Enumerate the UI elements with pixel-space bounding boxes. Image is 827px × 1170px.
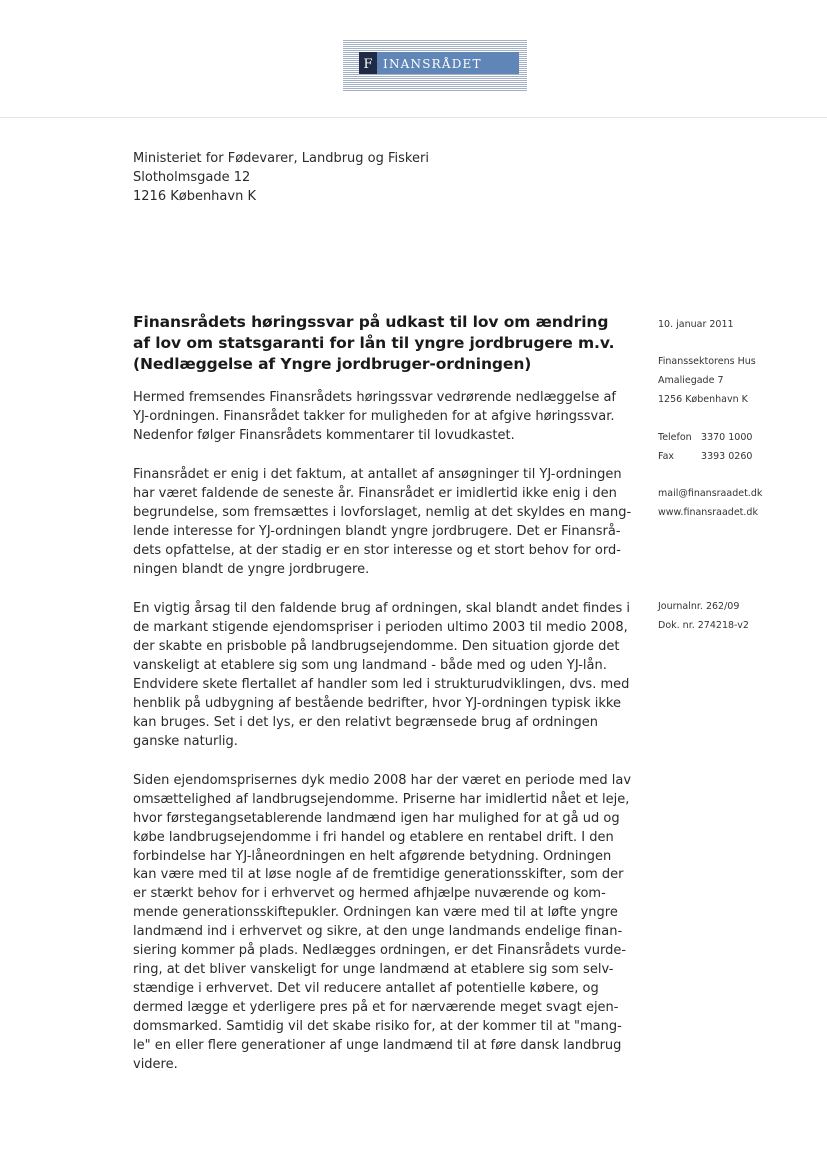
text-line: købe landbrugsejendomme i fri handel og etablere en rentabel drift. I den [133, 829, 614, 845]
finansraadet-logo [341, 36, 531, 100]
header-divider [0, 117, 827, 118]
sidebar-online-contact [658, 484, 762, 522]
fax-label: Fax [658, 451, 675, 462]
fax-number: 3393 0260 [701, 451, 753, 462]
text-line: domsmarked. Samtidig vil det skabe risiko for, at der kommer til at "mang- [133, 1018, 622, 1034]
text-line: der skabte en prisboble på landbrugsejendomme. Den situation gjorde det [133, 638, 620, 654]
paragraph-cause [133, 600, 631, 751]
title-line: Finansrådets høringssvar på udkast til lov om ændring [133, 313, 609, 331]
recipient-address [133, 149, 429, 206]
letter-body [133, 389, 632, 1095]
text-line: dets opfattelse, at der stadig er en stor interesse og et stort behov for ord- [133, 542, 621, 558]
text-line: Endvidere skete flertallet af handler som led i strukturudviklingen, dvs. med [133, 676, 630, 692]
text-line: Siden ejendomsprisernes dyk medio 2008 har der været en periode med lav [133, 772, 632, 788]
logo-wordmark: INANSRÅDET [383, 57, 482, 71]
text-line: henblik på udbygning af bestående bedrifter, hvor YJ-ordningen typisk ikke [133, 695, 621, 711]
text-line: har været faldende de seneste år. Finansrådet er imidlertid ikke enig i den [133, 486, 617, 502]
sidebar-references [658, 597, 749, 635]
text-line: siering kommer på plads. Nedlægges ordningen, er det Finansrådets vurde- [133, 943, 627, 959]
paragraph-intro [133, 389, 623, 446]
sender-address-line: 1256 København K [658, 394, 748, 405]
recipient-line: Ministeriet for Fødevarer, Landbrug og Fiskeri [133, 151, 429, 166]
text-line: vanskeligt at etablere sig som ung landmand - både med og uden YJ-lån. [133, 657, 607, 673]
document-number: Dok. nr. 274218-v2 [658, 620, 749, 631]
text-line: le" en eller flere generationer af unge landmænd til at føre dansk landbrug [133, 1037, 622, 1053]
text-line: kan være med til at løse nogle af de fremtidige generationsskifter, som der [133, 867, 624, 883]
logo-graphic [341, 36, 531, 100]
text-line: mende generationsskiftepukler. Ordningen kan være med til at løfte yngre [133, 905, 618, 921]
text-line: de markant stigende ejendomspriser i perioden ultimo 2003 til medio 2008, [133, 620, 628, 636]
text-line: forbindelse har YJ-låneordningen en helt afgørende betydning. Ordningen [133, 848, 612, 864]
sidebar-contact-numbers [658, 428, 752, 466]
sidebar-sender-address [658, 352, 756, 409]
email-address: mail@finansraadet.dk [658, 488, 763, 499]
text-line: Finansrådet er enig i det faktum, at antallet af ansøgninger til YJ-ordningen [133, 467, 622, 483]
phone-number: 3370 1000 [701, 432, 753, 443]
text-line: kan bruges. Set i det lys, er den relativt begrænsede brug af ordningen [133, 714, 598, 730]
logo-initial: F [363, 57, 373, 72]
text-line: ningen blandt de yngre jordbrugere. [133, 561, 370, 577]
text-line: er stærkt behov for i erhvervet og hermed afhjælpe nuværende og kom- [133, 886, 606, 902]
recipient-line: 1216 København K [133, 189, 256, 204]
paragraph-market [133, 772, 632, 1075]
sender-address-line: Amaliegade 7 [658, 375, 724, 386]
fax-row [658, 447, 752, 466]
phone-row [658, 428, 752, 447]
text-line: videre. [133, 1056, 178, 1072]
letter-date: 10. januar 2011 [658, 319, 734, 330]
phone-label: Telefon [658, 432, 692, 443]
sidebar-date [658, 315, 734, 334]
title-line: (Nedlæggelse af Yngre jordbruger-ordningen) [133, 355, 532, 373]
title-line: af lov om statsgaranti for lån til yngre jordbrugere m.v. [133, 334, 615, 352]
text-line: ring, at det bliver vanskeligt for unge landmænd at etablere sig som selv- [133, 961, 614, 977]
text-line: ganske naturlig. [133, 733, 238, 749]
sender-address-line: Finanssektorens Hus [658, 356, 756, 367]
document-title [133, 312, 623, 375]
text-line: omsættelighed af landbrugsejendomme. Priserne har imidlertid nået et leje, [133, 791, 630, 807]
text-line: En vigtig årsag til den faldende brug af ordningen, skal blandt andet findes i [133, 601, 631, 617]
text-line: stændige i erhvervet. Det vil reducere antallet af potentielle købere, og [133, 980, 599, 996]
text-line: begrundelse, som fremsættes i lovforslaget, nemlig at det skyldes en mang- [133, 505, 632, 521]
text-line: Nedenfor følger Finansrådets kommentarer til lovudkastet. [133, 427, 515, 443]
text-line: landmænd ind i erhvervet og sikre, at den unge landmands endelige finan- [133, 924, 623, 940]
text-line: hvor førstegangsetablerende landmænd igen har mulighed for at gå ud og [133, 810, 620, 826]
text-line: lende interesse for YJ-ordningen blandt yngre jordbrugere. Det er Finansrå- [133, 523, 621, 539]
website-address: www.finansraadet.dk [658, 507, 758, 518]
paragraph-agreement [133, 466, 632, 579]
text-line: YJ-ordningen. Finansrådet takker for muligheden for at afgive høringssvar. [133, 408, 615, 424]
recipient-line: Slotholmsgade 12 [133, 170, 251, 185]
text-line: Hermed fremsendes Finansrådets høringssvar vedrørende nedlæggelse af [133, 390, 616, 405]
journal-number: Journalnr. 262/09 [658, 601, 740, 612]
text-line: dermed lægge et yderligere pres på et for nærværende meget svagt ejen- [133, 999, 619, 1015]
